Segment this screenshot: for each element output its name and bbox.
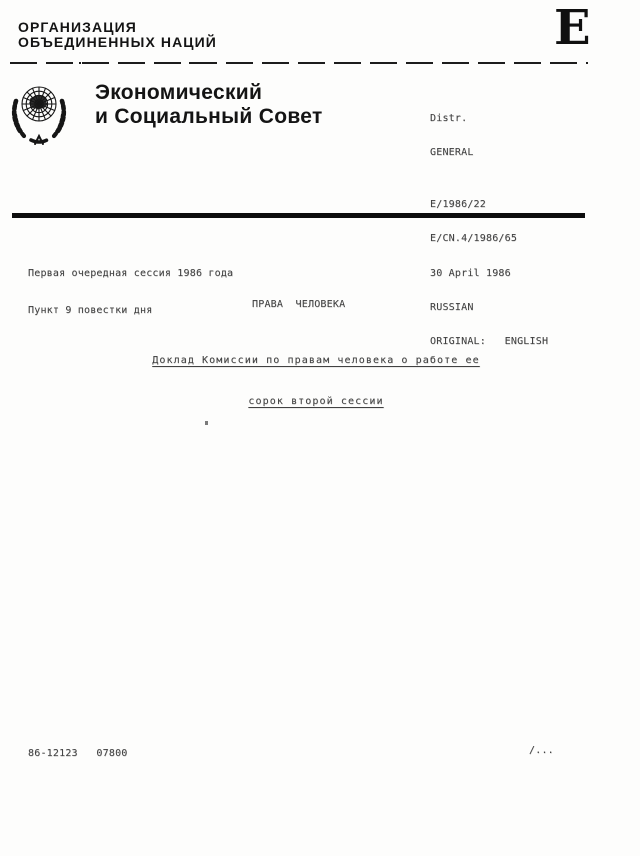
heavy-rule — [12, 213, 585, 218]
doc-language: RUSSIAN — [430, 301, 474, 313]
doc-symbol-2: E/CN.4/1986/65 — [430, 233, 518, 245]
scan-artifact-speck — [205, 421, 208, 425]
series-letter: E — [554, 0, 591, 56]
un-emblem-icon — [6, 76, 72, 157]
continuation-mark: /... — [529, 745, 554, 756]
council-name-line1: Экономический — [95, 81, 263, 104]
doc-symbol-1: E/1986/22 — [430, 198, 486, 210]
distr-type: GENERAL — [430, 147, 474, 159]
session-line2: Пункт 9 повестки дня — [28, 305, 153, 316]
session-line1: Первая очередная сессия 1986 года — [28, 268, 234, 279]
dashed-rule — [10, 62, 588, 64]
distr-label: Distr. — [430, 113, 468, 124]
doc-date: 30 April 1986 — [430, 267, 511, 279]
council-name — [95, 81, 323, 128]
section-heading: ПРАВА ЧЕЛОВЕКА — [252, 299, 346, 310]
footer-document-id: 86-12123 07800 — [28, 748, 128, 759]
document-title — [140, 326, 492, 436]
org-name-line1: ОРГАНИЗАЦИЯ — [18, 19, 137, 35]
org-name — [18, 20, 217, 49]
org-name-line2: ОБЪЕДИНЕННЫХ НАЦИЙ — [18, 33, 217, 50]
document-title-line1: Доклад Комиссии по правам человека о работе ее — [152, 354, 480, 366]
doc-original-language: ORIGINAL: ENGLISH — [430, 336, 549, 348]
document-title-line2: сорок второй сессии — [248, 395, 384, 407]
council-name-line2: и Социальный Совет — [95, 104, 323, 128]
